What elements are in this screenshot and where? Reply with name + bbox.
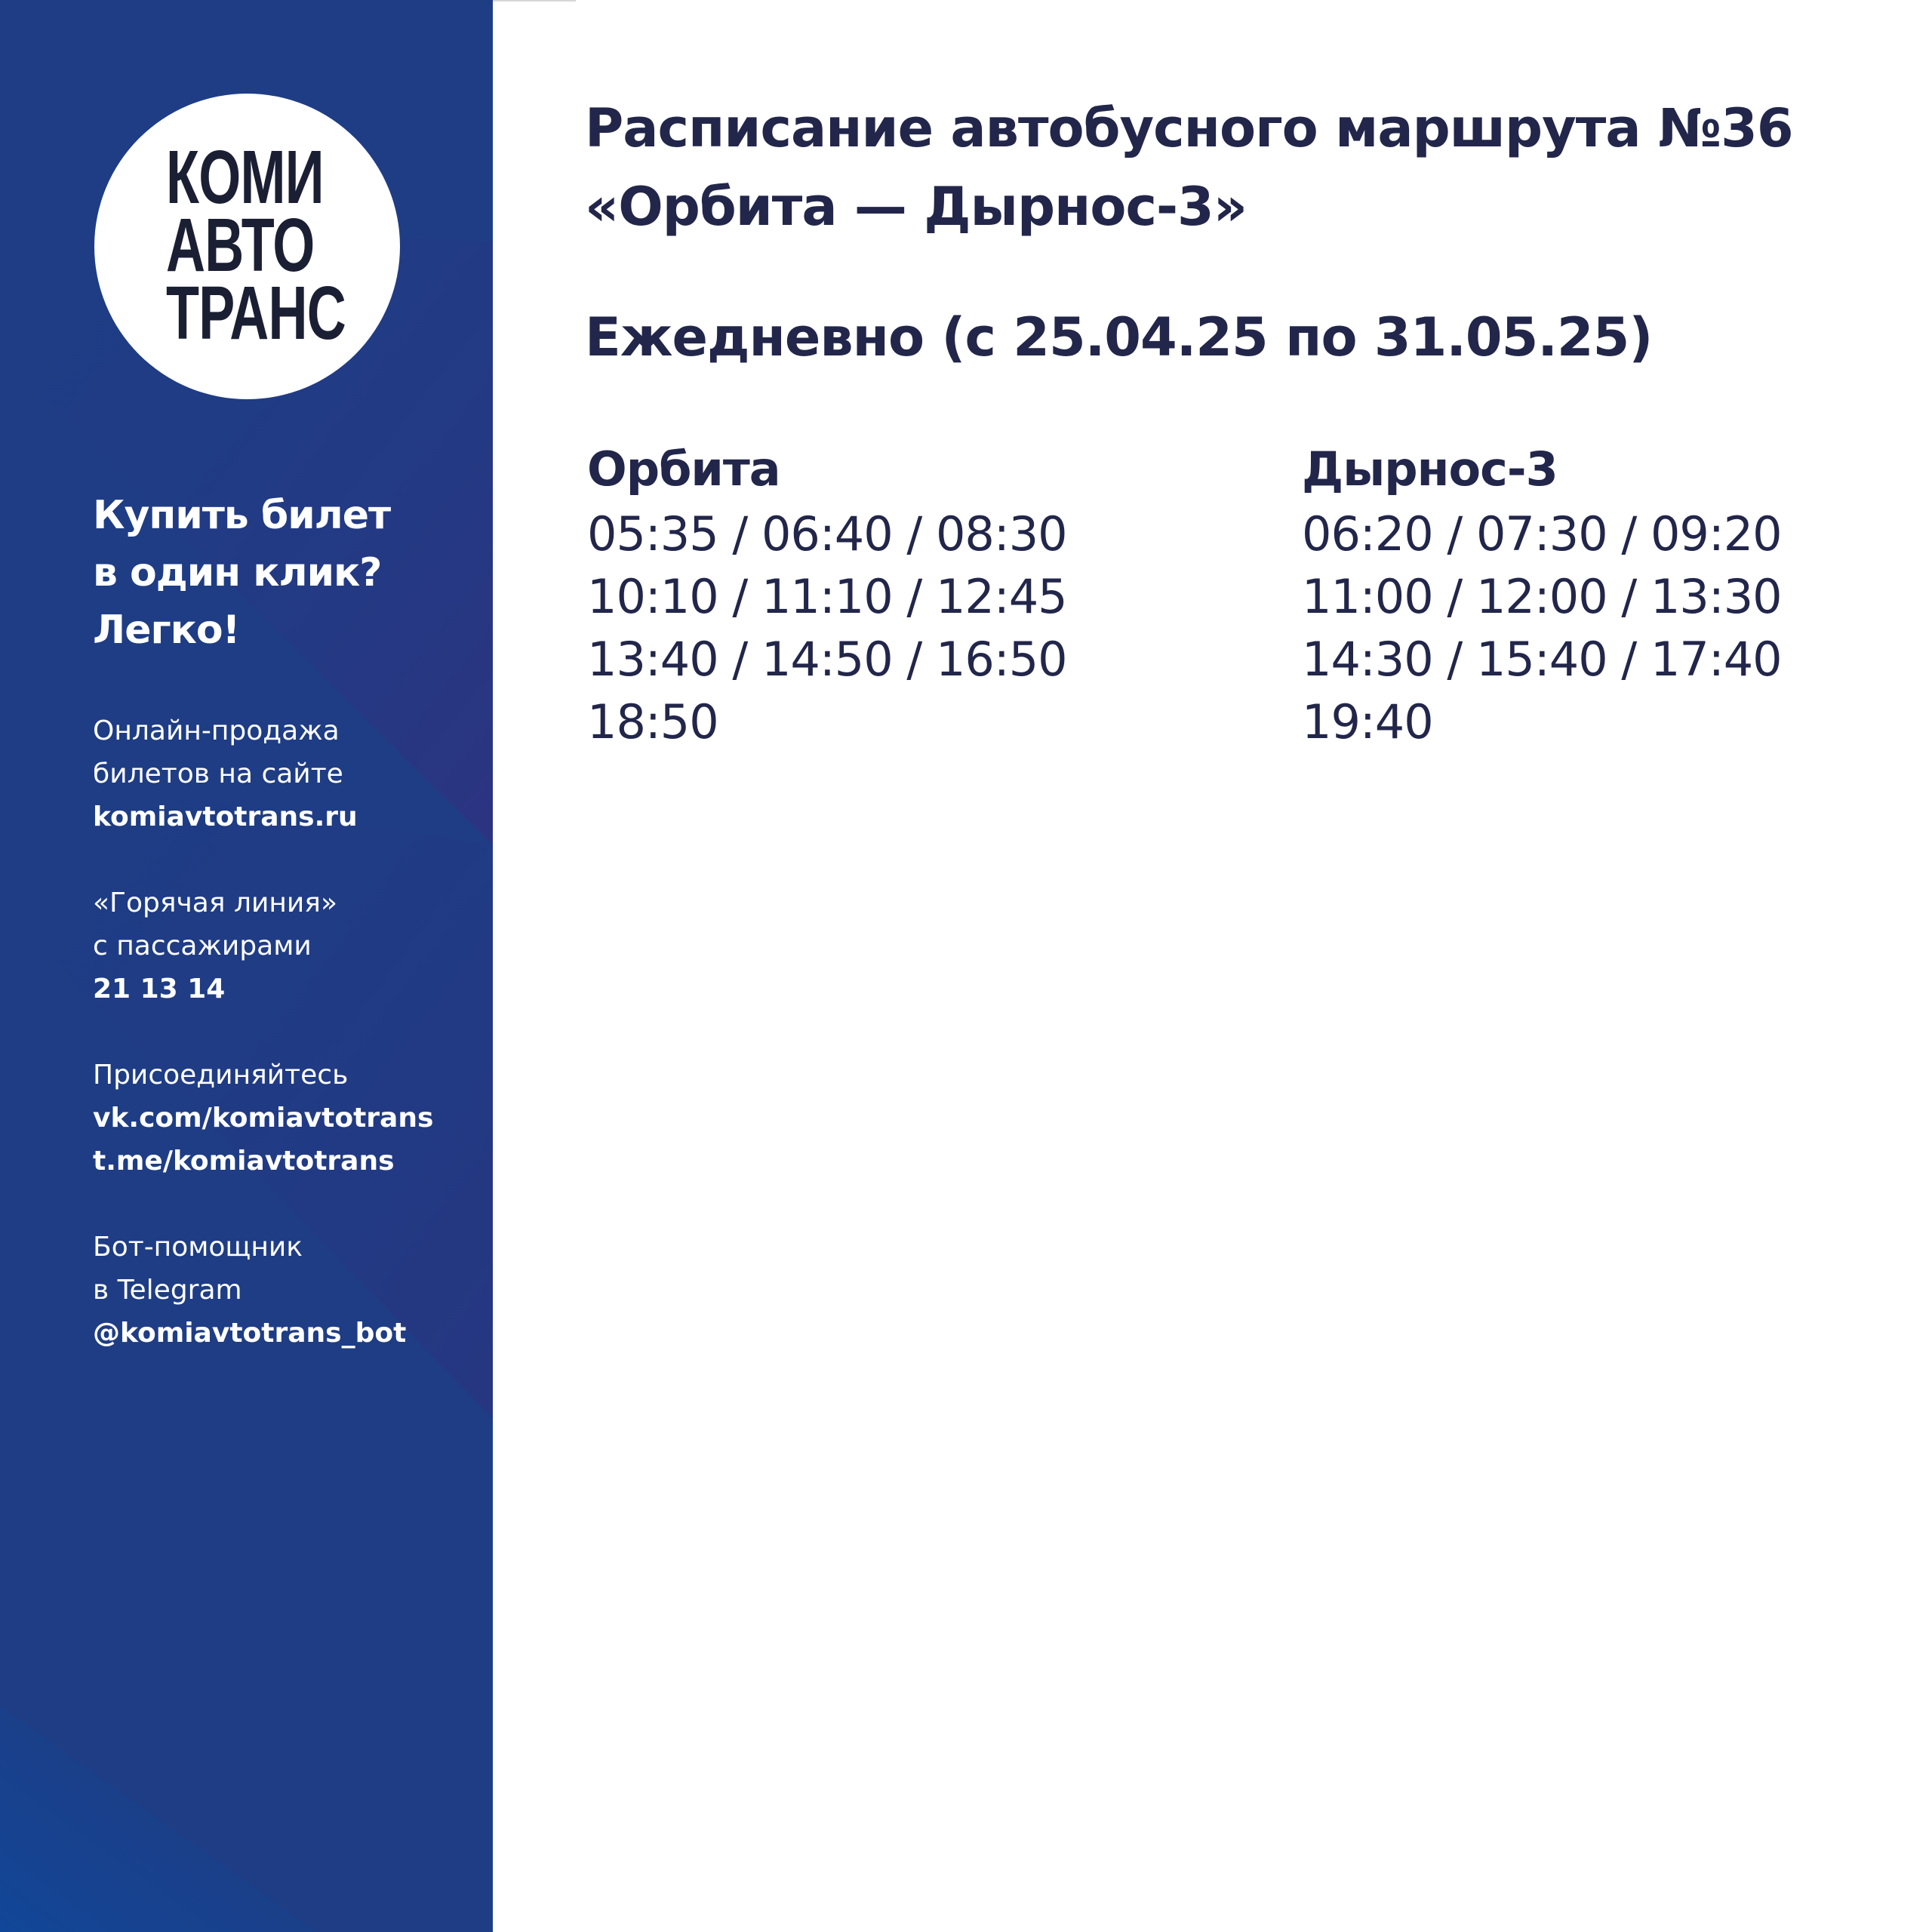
vk-link[interactable]: vk.com/komiavtotrans <box>93 1103 434 1134</box>
promo-heading <box>93 487 470 659</box>
telegram-link[interactable]: t.me/komiavtotrans <box>93 1146 395 1177</box>
stop-column-orbita <box>587 436 1067 753</box>
logo-line-3: ТРАНС <box>166 271 346 355</box>
times-row: 06:20 / 07:30 / 09:20 <box>1302 506 1782 561</box>
times-row: 14:30 / 15:40 / 17:40 <box>1302 632 1782 687</box>
hotline-info <box>93 881 485 1011</box>
social-text: Присоединяйтесь <box>93 1060 349 1091</box>
schedule-period: Ежедневно (с 25.04.25 по 31.05.25) <box>585 306 1653 368</box>
hotline-text: с пассажирами <box>93 931 312 961</box>
stop-name: Дырнос-3 <box>1302 441 1558 497</box>
stop-column-dyrnos <box>1302 436 1782 753</box>
online-sales-info <box>93 709 485 838</box>
times-row: 13:40 / 14:50 / 16:50 <box>587 632 1067 687</box>
bot-text: в Telegram <box>93 1275 242 1306</box>
departure-times <box>587 503 1067 753</box>
hotline-text: «Горячая линия» <box>93 888 337 918</box>
times-row: 05:35 / 06:40 / 08:30 <box>587 506 1067 561</box>
times-row: 11:00 / 12:00 / 13:30 <box>1302 569 1782 624</box>
times-row: 10:10 / 11:10 / 12:45 <box>587 569 1067 624</box>
bot-handle-link[interactable]: @komiavtotrans_bot <box>93 1318 407 1349</box>
promo-line: Купить билет <box>93 493 391 538</box>
logo-line-2: АВТО <box>166 203 315 288</box>
title-line: Расписание автобусного маршрута №36 <box>585 97 1793 159</box>
online-sales-text: билетов на сайте <box>93 758 343 789</box>
logo-line-1: КОМИ <box>166 135 324 220</box>
stop-name: Орбита <box>587 441 780 497</box>
bot-info <box>93 1226 485 1355</box>
promo-line: в один клик? <box>93 550 382 595</box>
website-link[interactable]: komiavtotrans.ru <box>93 801 358 832</box>
logo-text <box>166 135 346 355</box>
departure-times <box>1302 503 1782 753</box>
top-divider <box>493 0 576 2</box>
times-row: 19:40 <box>1302 694 1433 749</box>
promo-line: Легко! <box>93 608 240 653</box>
bot-text: Бот-помощник <box>93 1232 303 1263</box>
title-line: «Орбита — Дырнос-3» <box>585 176 1247 238</box>
hotline-phone[interactable]: 21 13 14 <box>93 974 226 1004</box>
times-row: 18:50 <box>587 694 718 749</box>
social-info <box>93 1054 485 1183</box>
page-title <box>585 89 1913 246</box>
sidebar <box>0 0 493 1932</box>
online-sales-text: Онлайн-продажа <box>93 715 340 746</box>
